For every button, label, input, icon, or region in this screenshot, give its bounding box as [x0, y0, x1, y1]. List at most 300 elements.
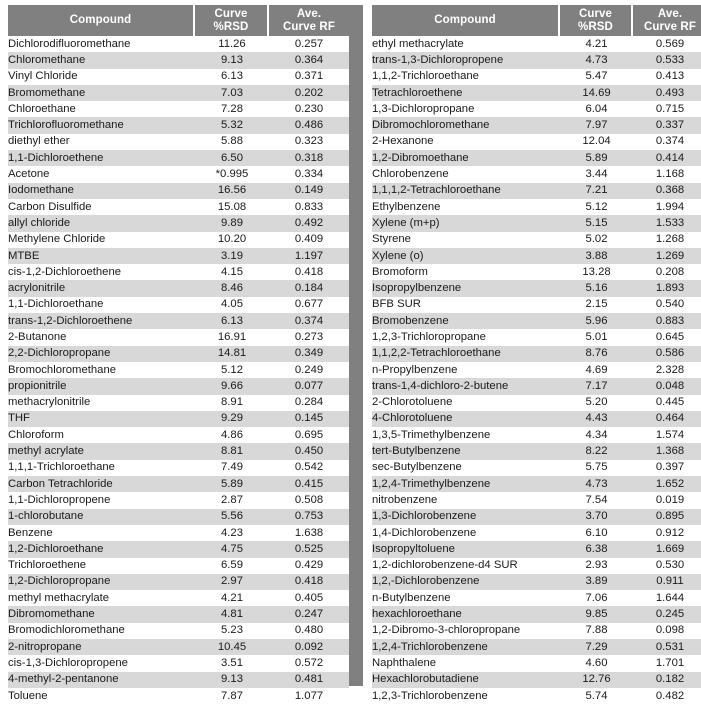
right-table-panel	[363, 5, 701, 704]
cell-curve-rsd: 5.75	[560, 460, 633, 476]
column-header-curve-rsd[interactable]	[560, 5, 633, 36]
cell-compound: 2-Butanone	[8, 329, 195, 345]
cell-curve-rsd: 3.89	[560, 574, 633, 590]
table-row[interactable]	[8, 101, 349, 117]
cell-compound: 2-Chlorotoluene	[372, 395, 560, 411]
cell-ave-curve-rf: 0.092	[269, 639, 349, 655]
cell-compound: trans-1,3-Dichloropropene	[372, 52, 560, 68]
table-row[interactable]	[372, 558, 701, 574]
table-row[interactable]	[372, 166, 701, 182]
cell-compound: n-Propylbenzene	[372, 362, 560, 378]
table-row[interactable]	[8, 460, 349, 476]
cell-curve-rsd: 4.23	[195, 525, 269, 541]
cell-curve-rsd: 3.88	[560, 248, 633, 264]
cell-compound: Methylene Chloride	[8, 232, 195, 248]
table-row[interactable]	[372, 476, 701, 492]
left-table-header	[8, 5, 349, 36]
table-row[interactable]	[8, 362, 349, 378]
cell-curve-rsd: 4.73	[560, 476, 633, 492]
table-row[interactable]	[8, 280, 349, 296]
cell-compound: Chloroform	[8, 427, 195, 443]
cell-curve-rsd: 7.29	[560, 639, 633, 655]
table-row[interactable]	[8, 509, 349, 525]
cell-ave-curve-rf: 0.247	[269, 606, 349, 622]
table-row[interactable]	[372, 623, 701, 639]
cell-curve-rsd: 9.66	[195, 378, 269, 394]
column-header-curve-rsd-line2: %RSD	[578, 20, 613, 33]
cell-ave-curve-rf: 0.230	[269, 101, 349, 117]
cell-curve-rsd: 12.76	[560, 672, 633, 688]
cell-ave-curve-rf: 0.508	[269, 492, 349, 508]
cell-curve-rsd: 3.51	[195, 655, 269, 671]
cell-ave-curve-rf: 1.197	[269, 248, 349, 264]
table-divider	[349, 5, 363, 686]
cell-compound: 1,3,5-Trimethylbenzene	[372, 427, 560, 443]
cell-compound: Carbon Disulfide	[8, 199, 195, 215]
table-row[interactable]	[8, 541, 349, 557]
cell-compound: methacrylonitrile	[8, 395, 195, 411]
table-row[interactable]	[372, 443, 701, 459]
cell-curve-rsd: 16.56	[195, 183, 269, 199]
table-row[interactable]	[372, 280, 701, 296]
table-row[interactable]	[372, 101, 701, 117]
cell-ave-curve-rf: 0.257	[269, 36, 349, 52]
table-row[interactable]	[372, 329, 701, 345]
cell-ave-curve-rf: 0.418	[269, 574, 349, 590]
cell-ave-curve-rf: 1.638	[269, 525, 349, 541]
table-row[interactable]	[8, 688, 349, 704]
table-row[interactable]	[372, 215, 701, 231]
table-row[interactable]	[8, 443, 349, 459]
cell-ave-curve-rf: 0.486	[269, 117, 349, 133]
cell-ave-curve-rf: 0.405	[269, 590, 349, 606]
cell-compound: Bromomethane	[8, 85, 195, 101]
cell-curve-rsd: 3.44	[560, 166, 633, 182]
cell-ave-curve-rf: 0.145	[269, 411, 349, 427]
cell-compound: 1,1,2,2-Tetrachloroethane	[372, 346, 560, 362]
table-row[interactable]	[372, 655, 701, 671]
table-row[interactable]	[372, 85, 701, 101]
column-header-curve-rsd-line1: Curve	[578, 7, 613, 20]
cell-ave-curve-rf: 0.586	[633, 346, 701, 362]
cell-curve-rsd: 4.21	[195, 590, 269, 606]
column-header-ave-curve-rf[interactable]	[269, 5, 349, 36]
cell-curve-rsd: 8.81	[195, 443, 269, 459]
cell-compound: 1,3-Dichlorobenzene	[372, 509, 560, 525]
table-row[interactable]	[372, 672, 701, 688]
table-row[interactable]	[372, 574, 701, 590]
table-row[interactable]	[372, 346, 701, 362]
cell-compound: ethyl methacrylate	[372, 36, 560, 52]
cell-compound: Benzene	[8, 525, 195, 541]
cell-curve-rsd: 5.56	[195, 509, 269, 525]
cell-curve-rsd: 14.69	[560, 85, 633, 101]
cell-ave-curve-rf: 1.269	[633, 248, 701, 264]
cell-curve-rsd: 4.43	[560, 411, 633, 427]
cell-curve-rsd: 7.17	[560, 378, 633, 394]
cell-ave-curve-rf: 0.284	[269, 395, 349, 411]
cell-ave-curve-rf: 0.911	[633, 574, 701, 590]
cell-ave-curve-rf: 0.208	[633, 264, 701, 280]
left-table-body	[8, 36, 349, 704]
table-row[interactable]	[8, 199, 349, 215]
cell-curve-rsd: 7.03	[195, 85, 269, 101]
cell-curve-rsd: 8.46	[195, 280, 269, 296]
cell-ave-curve-rf: 0.245	[633, 606, 701, 622]
cell-compound: diethyl ether	[8, 134, 195, 150]
cell-compound: Vinyl Chloride	[8, 69, 195, 85]
table-row[interactable]	[372, 427, 701, 443]
table-row[interactable]	[372, 232, 701, 248]
cell-curve-rsd: 4.86	[195, 427, 269, 443]
cell-curve-rsd: 16.91	[195, 329, 269, 345]
cell-curve-rsd: 6.13	[195, 69, 269, 85]
table-row[interactable]	[8, 117, 349, 133]
cell-ave-curve-rf: 0.445	[633, 395, 701, 411]
cell-compound: Ethylbenzene	[372, 199, 560, 215]
cell-compound: MTBE	[8, 248, 195, 264]
table-row[interactable]	[372, 525, 701, 541]
table-row[interactable]	[8, 183, 349, 199]
table-row[interactable]	[372, 492, 701, 508]
cell-ave-curve-rf: 0.414	[633, 150, 701, 166]
cell-ave-curve-rf: 1.368	[633, 443, 701, 459]
cell-ave-curve-rf: 0.450	[269, 443, 349, 459]
header-row	[8, 5, 349, 36]
table-row[interactable]	[8, 52, 349, 68]
cell-ave-curve-rf: 0.397	[633, 460, 701, 476]
cell-ave-curve-rf: 0.098	[633, 623, 701, 639]
cell-ave-curve-rf: 0.895	[633, 509, 701, 525]
table-row[interactable]	[372, 313, 701, 329]
cell-compound: 1,1,2-Trichloroethane	[372, 69, 560, 85]
table-row[interactable]	[8, 150, 349, 166]
table-row[interactable]	[8, 639, 349, 655]
table-row[interactable]	[372, 69, 701, 85]
table-row[interactable]	[372, 509, 701, 525]
cell-ave-curve-rf: 2.328	[633, 362, 701, 378]
cell-curve-rsd: 4.34	[560, 427, 633, 443]
cell-compound: Bromochloromethane	[8, 362, 195, 378]
table-row[interactable]	[8, 492, 349, 508]
cell-compound: Trichlorofluoromethane	[8, 117, 195, 133]
table-row[interactable]	[372, 378, 701, 394]
cell-curve-rsd: 5.23	[195, 623, 269, 639]
cell-curve-rsd: 10.45	[195, 639, 269, 655]
cell-curve-rsd: 4.81	[195, 606, 269, 622]
column-header-ave-curve-rf-line2: Curve RF	[283, 20, 335, 33]
cell-compound: Toluene	[8, 688, 195, 704]
cell-ave-curve-rf: 0.645	[633, 329, 701, 345]
cell-ave-curve-rf: 0.695	[269, 427, 349, 443]
cell-curve-rsd: 9.89	[195, 215, 269, 231]
cell-ave-curve-rf: 0.715	[633, 101, 701, 117]
right-table-body	[372, 36, 701, 704]
cell-ave-curve-rf: 0.323	[269, 134, 349, 150]
cell-curve-rsd: 14.81	[195, 346, 269, 362]
cell-ave-curve-rf: 0.374	[269, 313, 349, 329]
cell-ave-curve-rf: 0.531	[633, 639, 701, 655]
cell-curve-rsd: 5.96	[560, 313, 633, 329]
table-row[interactable]	[8, 476, 349, 492]
cell-compound: Isopropyltoluene	[372, 541, 560, 557]
column-header-compound[interactable]: Compound	[8, 5, 195, 36]
cell-ave-curve-rf: 0.542	[269, 460, 349, 476]
table-row[interactable]	[8, 313, 349, 329]
table-row[interactable]	[8, 590, 349, 606]
cell-ave-curve-rf: 0.753	[269, 509, 349, 525]
cell-curve-rsd: 8.91	[195, 395, 269, 411]
table-row[interactable]	[372, 264, 701, 280]
cell-ave-curve-rf: 1.168	[633, 166, 701, 182]
table-row[interactable]	[8, 85, 349, 101]
cell-ave-curve-rf: 0.273	[269, 329, 349, 345]
cell-curve-rsd: 5.16	[560, 280, 633, 296]
cell-compound: Chlorobenzene	[372, 166, 560, 182]
cell-compound: 1,2,3-Trichloropropane	[372, 329, 560, 345]
table-row[interactable]	[8, 134, 349, 150]
cell-compound: 2,2-Dichloropropane	[8, 346, 195, 362]
cell-compound: Xylene (o)	[372, 248, 560, 264]
column-header-compound[interactable]: Compound	[372, 5, 560, 36]
cell-compound: allyl chloride	[8, 215, 195, 231]
table-row[interactable]	[8, 411, 349, 427]
table-row[interactable]	[372, 199, 701, 215]
cell-compound: tert-Butylbenzene	[372, 443, 560, 459]
cell-curve-rsd: 6.59	[195, 558, 269, 574]
left-table-panel	[0, 5, 349, 704]
table-row[interactable]	[8, 672, 349, 688]
table-row[interactable]	[8, 166, 349, 182]
cell-curve-rsd: 10.20	[195, 232, 269, 248]
cell-curve-rsd: 9.29	[195, 411, 269, 427]
cell-compound: 1,1-Dichloroethene	[8, 150, 195, 166]
cell-compound: Bromoform	[372, 264, 560, 280]
cell-curve-rsd: 7.28	[195, 101, 269, 117]
cell-compound: acrylonitrile	[8, 280, 195, 296]
table-row[interactable]	[8, 525, 349, 541]
column-header-ave-curve-rf-line1: Ave.	[296, 7, 322, 20]
table-row[interactable]	[372, 248, 701, 264]
table-row[interactable]	[8, 215, 349, 231]
table-row[interactable]	[372, 460, 701, 476]
cell-ave-curve-rf: 0.540	[633, 297, 701, 313]
cell-curve-rsd: 5.89	[195, 476, 269, 492]
cell-ave-curve-rf: 0.318	[269, 150, 349, 166]
cell-compound: Xylene (m+p)	[372, 215, 560, 231]
cell-curve-rsd: 12.04	[560, 134, 633, 150]
table-row[interactable]	[8, 248, 349, 264]
cell-curve-rsd: 5.15	[560, 215, 633, 231]
cell-ave-curve-rf: 0.149	[269, 183, 349, 199]
table-row[interactable]	[8, 558, 349, 574]
cell-curve-rsd: 8.22	[560, 443, 633, 459]
cell-curve-rsd: 5.32	[195, 117, 269, 133]
cell-curve-rsd: 9.13	[195, 672, 269, 688]
column-header-ave-curve-rf[interactable]	[633, 5, 701, 36]
column-header-curve-rsd[interactable]	[195, 5, 269, 36]
right-table-header	[372, 5, 701, 36]
table-row[interactable]	[372, 150, 701, 166]
cell-ave-curve-rf: 0.883	[633, 313, 701, 329]
cell-compound: Acetone	[8, 166, 195, 182]
cell-compound: trans-1,4-dichloro-2-butene	[372, 378, 560, 394]
cell-curve-rsd: 2.15	[560, 297, 633, 313]
table-row[interactable]	[372, 541, 701, 557]
cell-ave-curve-rf: 0.464	[633, 411, 701, 427]
table-row[interactable]	[372, 36, 701, 52]
cell-compound: 1,2,-Dichlorobenzene	[372, 574, 560, 590]
cell-ave-curve-rf: 0.019	[633, 492, 701, 508]
cell-compound: 2-nitropropane	[8, 639, 195, 655]
cell-compound: Chloroethane	[8, 101, 195, 117]
cell-compound: propionitrile	[8, 378, 195, 394]
column-header-ave-curve-rf-line1: Ave.	[657, 7, 683, 20]
cell-compound: Tetrachloroethene	[372, 85, 560, 101]
cell-compound: 1,2-Dichloroethane	[8, 541, 195, 557]
table-row[interactable]	[8, 232, 349, 248]
cell-ave-curve-rf: 0.077	[269, 378, 349, 394]
table-row[interactable]	[8, 346, 349, 362]
cell-curve-rsd: 5.01	[560, 329, 633, 345]
cell-compound: cis-1,2-Dichloroethene	[8, 264, 195, 280]
cell-ave-curve-rf: 0.482	[633, 688, 701, 704]
left-response-factor-table	[8, 5, 349, 704]
cell-ave-curve-rf: 0.249	[269, 362, 349, 378]
table-row[interactable]	[372, 590, 701, 606]
cell-curve-rsd: 5.47	[560, 69, 633, 85]
cell-compound: 1,2-Dibromoethane	[372, 150, 560, 166]
table-row[interactable]	[8, 655, 349, 671]
cell-compound: Dibromomethane	[8, 606, 195, 622]
cell-compound: 2-Hexanone	[372, 134, 560, 150]
table-row[interactable]	[372, 52, 701, 68]
table-row[interactable]	[372, 297, 701, 313]
cell-curve-rsd: 5.02	[560, 232, 633, 248]
cell-compound: 1,2,4-Trichlorobenzene	[372, 639, 560, 655]
cell-ave-curve-rf: 1.533	[633, 215, 701, 231]
cell-curve-rsd: 6.50	[195, 150, 269, 166]
cell-curve-rsd: 4.21	[560, 36, 633, 52]
table-row[interactable]	[372, 134, 701, 150]
cell-compound: 1,3-Dichloropropane	[372, 101, 560, 117]
cell-curve-rsd: 7.97	[560, 117, 633, 133]
cell-curve-rsd: 4.15	[195, 264, 269, 280]
cell-compound: Carbon Tetrachloride	[8, 476, 195, 492]
cell-ave-curve-rf: 0.334	[269, 166, 349, 182]
cell-compound: Chloromethane	[8, 52, 195, 68]
table-row[interactable]	[372, 395, 701, 411]
cell-ave-curve-rf: 0.374	[633, 134, 701, 150]
cell-ave-curve-rf: 0.481	[269, 672, 349, 688]
cell-ave-curve-rf: 1.669	[633, 541, 701, 557]
cell-ave-curve-rf: 0.415	[269, 476, 349, 492]
column-header-curve-rsd-line1: Curve	[214, 7, 248, 20]
cell-curve-rsd: 7.21	[560, 183, 633, 199]
table-row[interactable]	[8, 329, 349, 345]
cell-compound: sec-Butylbenzene	[372, 460, 560, 476]
cell-ave-curve-rf: 0.569	[633, 36, 701, 52]
cell-ave-curve-rf: 0.525	[269, 541, 349, 557]
cell-curve-rsd: 13.28	[560, 264, 633, 280]
table-row[interactable]	[372, 117, 701, 133]
header-row	[372, 5, 701, 36]
table-row[interactable]	[8, 606, 349, 622]
column-header-ave-curve-rf-line2: Curve RF	[644, 20, 696, 33]
cell-curve-rsd: 5.12	[560, 199, 633, 215]
cell-curve-rsd: 6.10	[560, 525, 633, 541]
cell-compound: cis-1,3-Dichloropropene	[8, 655, 195, 671]
cell-compound: Iodomethane	[8, 183, 195, 199]
cell-ave-curve-rf: 0.912	[633, 525, 701, 541]
column-header-curve-rsd-line2: %RSD	[213, 20, 249, 33]
cell-ave-curve-rf: 0.533	[633, 52, 701, 68]
cell-curve-rsd: 7.87	[195, 688, 269, 704]
cell-curve-rsd: 9.13	[195, 52, 269, 68]
cell-curve-rsd: 5.74	[560, 688, 633, 704]
table-row[interactable]	[8, 378, 349, 394]
table-row[interactable]	[8, 69, 349, 85]
cell-curve-rsd: 5.12	[195, 362, 269, 378]
cell-compound: Dibromochloromethane	[372, 117, 560, 133]
right-response-factor-table	[372, 5, 701, 704]
cell-ave-curve-rf: 0.349	[269, 346, 349, 362]
cell-compound: Styrene	[372, 232, 560, 248]
cell-compound: Dichlorodifluoromethane	[8, 36, 195, 52]
cell-curve-rsd: 3.19	[195, 248, 269, 264]
cell-ave-curve-rf: 1.994	[633, 199, 701, 215]
cell-compound: trans-1,2-Dichloroethene	[8, 313, 195, 329]
table-row[interactable]	[8, 395, 349, 411]
cell-ave-curve-rf: 0.833	[269, 199, 349, 215]
cell-ave-curve-rf: 0.368	[633, 183, 701, 199]
cell-curve-rsd: 5.89	[560, 150, 633, 166]
cell-compound: hexachloroethane	[372, 606, 560, 622]
cell-ave-curve-rf: 0.371	[269, 69, 349, 85]
cell-compound: methyl acrylate	[8, 443, 195, 459]
table-row[interactable]	[372, 606, 701, 622]
table-row[interactable]	[8, 427, 349, 443]
cell-curve-rsd: 5.88	[195, 134, 269, 150]
cell-compound: 1,4-Dichlorobenzene	[372, 525, 560, 541]
table-row[interactable]	[372, 183, 701, 199]
cell-ave-curve-rf: 0.418	[269, 264, 349, 280]
cell-compound: 1,1-Dichloropropene	[8, 492, 195, 508]
cell-ave-curve-rf: 0.409	[269, 232, 349, 248]
table-row[interactable]	[372, 411, 701, 427]
cell-ave-curve-rf: 0.048	[633, 378, 701, 394]
cell-ave-curve-rf: 0.337	[633, 117, 701, 133]
cell-ave-curve-rf: 0.413	[633, 69, 701, 85]
table-row[interactable]	[8, 297, 349, 313]
cell-curve-rsd: 4.73	[560, 52, 633, 68]
table-row[interactable]	[8, 574, 349, 590]
table-row[interactable]	[8, 36, 349, 52]
cell-ave-curve-rf: 0.492	[269, 215, 349, 231]
table-row[interactable]	[8, 264, 349, 280]
cell-curve-rsd: 7.06	[560, 590, 633, 606]
table-row[interactable]	[8, 623, 349, 639]
cell-ave-curve-rf: 0.429	[269, 558, 349, 574]
cell-compound: Naphthalene	[372, 655, 560, 671]
table-row[interactable]	[372, 362, 701, 378]
cell-curve-rsd: 3.70	[560, 509, 633, 525]
cell-ave-curve-rf: 0.202	[269, 85, 349, 101]
table-row[interactable]	[372, 639, 701, 655]
table-row[interactable]	[372, 688, 701, 704]
cell-compound: 1,1-Dichloroethane	[8, 297, 195, 313]
cell-compound: Bromodichloromethane	[8, 623, 195, 639]
